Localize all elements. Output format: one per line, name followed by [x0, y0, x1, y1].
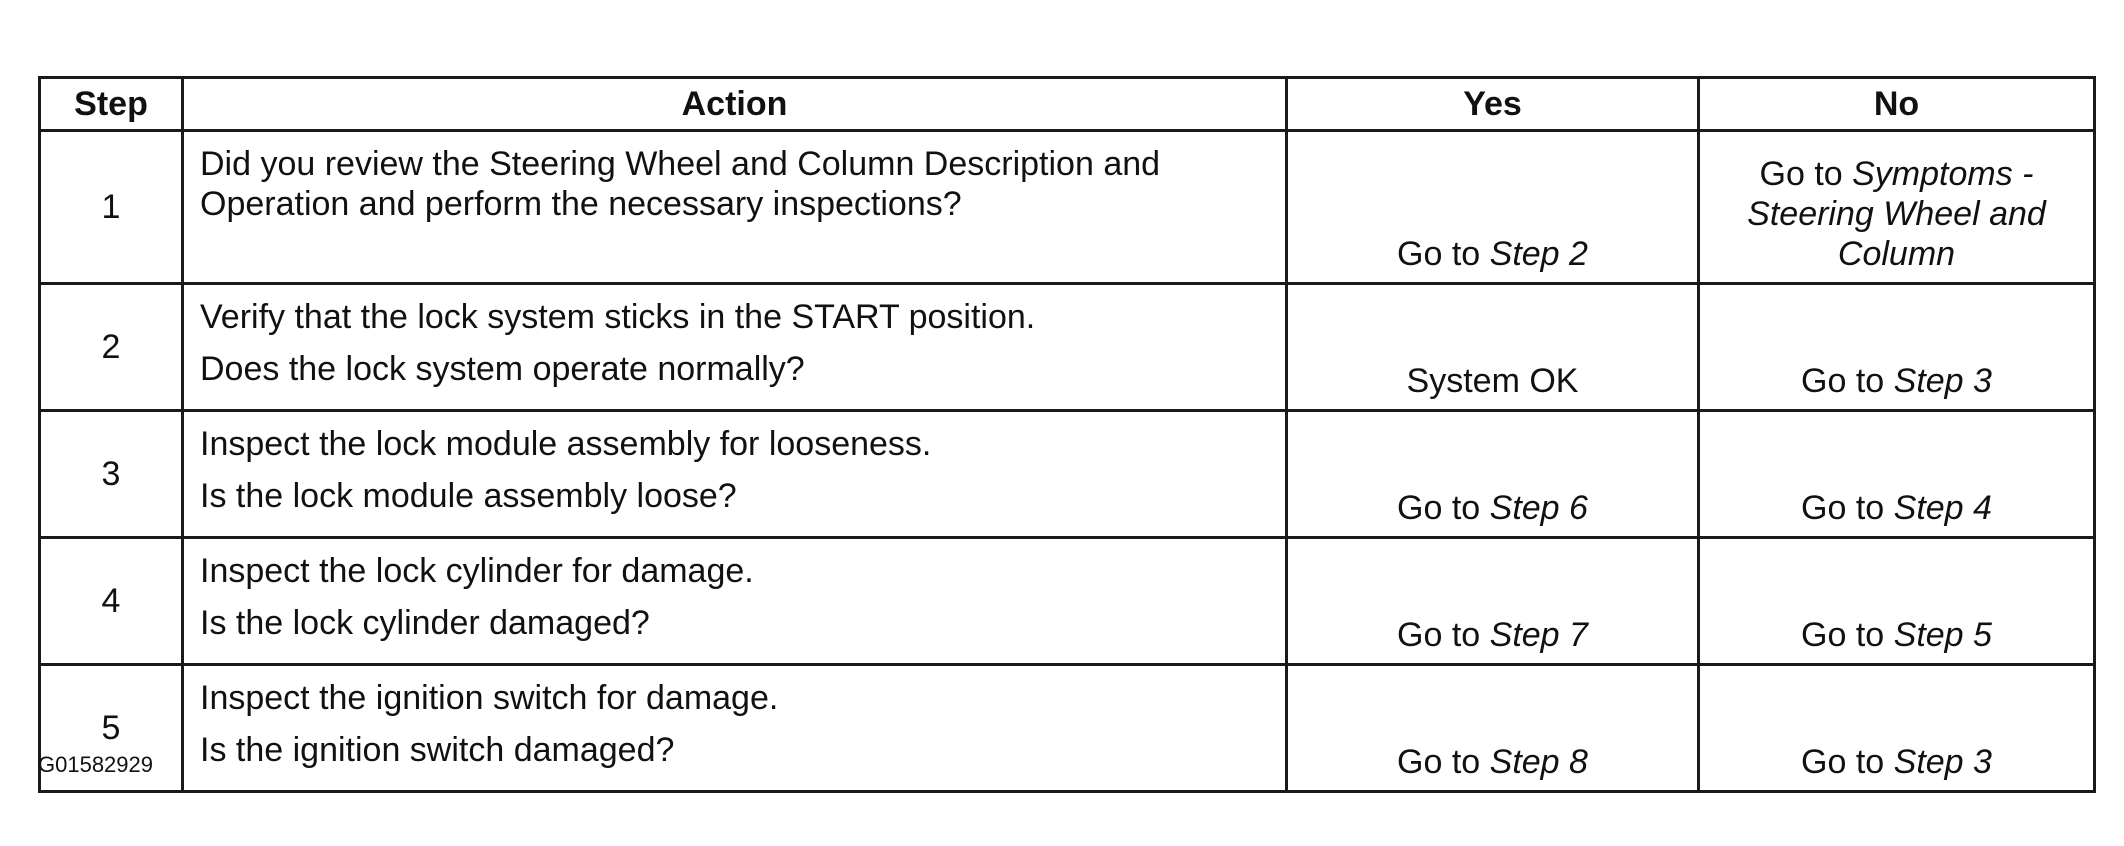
- no-prefix: Go to: [1801, 362, 1894, 400]
- action-cell: [183, 131, 1287, 284]
- yes-step-link[interactable]: Step 2: [1489, 235, 1588, 273]
- no-symptoms-link[interactable]: Symptoms -: [1852, 155, 2034, 193]
- action-cell: [183, 538, 1287, 665]
- action-cell: [183, 284, 1287, 411]
- step-number: 4: [40, 538, 183, 665]
- diagnostic-table: [38, 76, 2096, 793]
- no-step-link[interactable]: Step 4: [1893, 489, 1992, 527]
- figure-id: G01582929: [38, 752, 153, 777]
- no-cell: [1699, 411, 2095, 538]
- no-step-link[interactable]: Step 5: [1893, 616, 1992, 654]
- yes-cell: [1287, 131, 1699, 284]
- no-symptoms-link-line-3[interactable]: Column: [1837, 235, 1956, 273]
- yes-prefix: Go to: [1397, 743, 1490, 781]
- action-line: Is the lock cylinder damaged?: [200, 604, 650, 642]
- no-line-1: [1700, 154, 2093, 194]
- no-cell: [1699, 284, 2095, 411]
- action-line: Did you review the Steering Wheel and Column Description and: [200, 145, 1161, 183]
- no-prefix: Go to: [1801, 616, 1894, 654]
- header-no: No: [1699, 78, 2095, 131]
- header-yes: Yes: [1287, 78, 1699, 131]
- action-cell: [183, 665, 1287, 792]
- no-cell: [1699, 665, 2095, 792]
- yes-step-link[interactable]: Step 6: [1489, 489, 1588, 527]
- header-action: Action: [183, 78, 1287, 131]
- step-number: 1: [40, 131, 183, 284]
- no-prefix: Go to: [1801, 743, 1894, 781]
- table-row: [40, 665, 2095, 792]
- yes-prefix: Go to: [1397, 616, 1490, 654]
- yes-cell: [1287, 284, 1699, 411]
- no-symptoms-link-line-2[interactable]: Steering Wheel and: [1747, 195, 2046, 233]
- action-line: Operation and perform the necessary inspections?: [200, 185, 962, 223]
- yes-prefix: Go to: [1397, 489, 1490, 527]
- yes-cell: [1287, 538, 1699, 665]
- table-header-row: [40, 78, 2095, 131]
- action-line: Inspect the lock module assembly for looseness.: [200, 425, 932, 463]
- action-line: Is the lock module assembly loose?: [200, 477, 737, 515]
- step-number: 3: [40, 411, 183, 538]
- action-line: Is the ignition switch damaged?: [200, 731, 675, 769]
- action-cell: [183, 411, 1287, 538]
- no-step-link[interactable]: Step 3: [1893, 362, 1992, 400]
- no-step-link[interactable]: Step 3: [1893, 743, 1992, 781]
- action-line: Does the lock system operate normally?: [200, 350, 805, 388]
- action-line: Inspect the ignition switch for damage.: [200, 679, 779, 717]
- yes-text: System OK: [1406, 362, 1579, 400]
- action-line: Verify that the lock system sticks in the START position.: [200, 298, 1036, 336]
- yes-prefix: Go to: [1397, 235, 1490, 273]
- yes-cell: [1287, 411, 1699, 538]
- no-cell: [1699, 538, 2095, 665]
- no-prefix: Go to: [1801, 489, 1894, 527]
- table-row: [40, 538, 2095, 665]
- table-row: [40, 131, 2095, 284]
- yes-step-link[interactable]: Step 7: [1489, 616, 1588, 654]
- header-step: Step: [40, 78, 183, 131]
- step-number: 2: [40, 284, 183, 411]
- table-row: [40, 411, 2095, 538]
- step-number: 5: [40, 665, 183, 792]
- table-row: [40, 284, 2095, 411]
- no-prefix: Go to: [1759, 155, 1853, 193]
- yes-step-link[interactable]: Step 8: [1489, 743, 1588, 781]
- no-cell: [1699, 131, 2095, 284]
- action-line: Inspect the lock cylinder for damage.: [200, 552, 754, 590]
- yes-cell: [1287, 665, 1699, 792]
